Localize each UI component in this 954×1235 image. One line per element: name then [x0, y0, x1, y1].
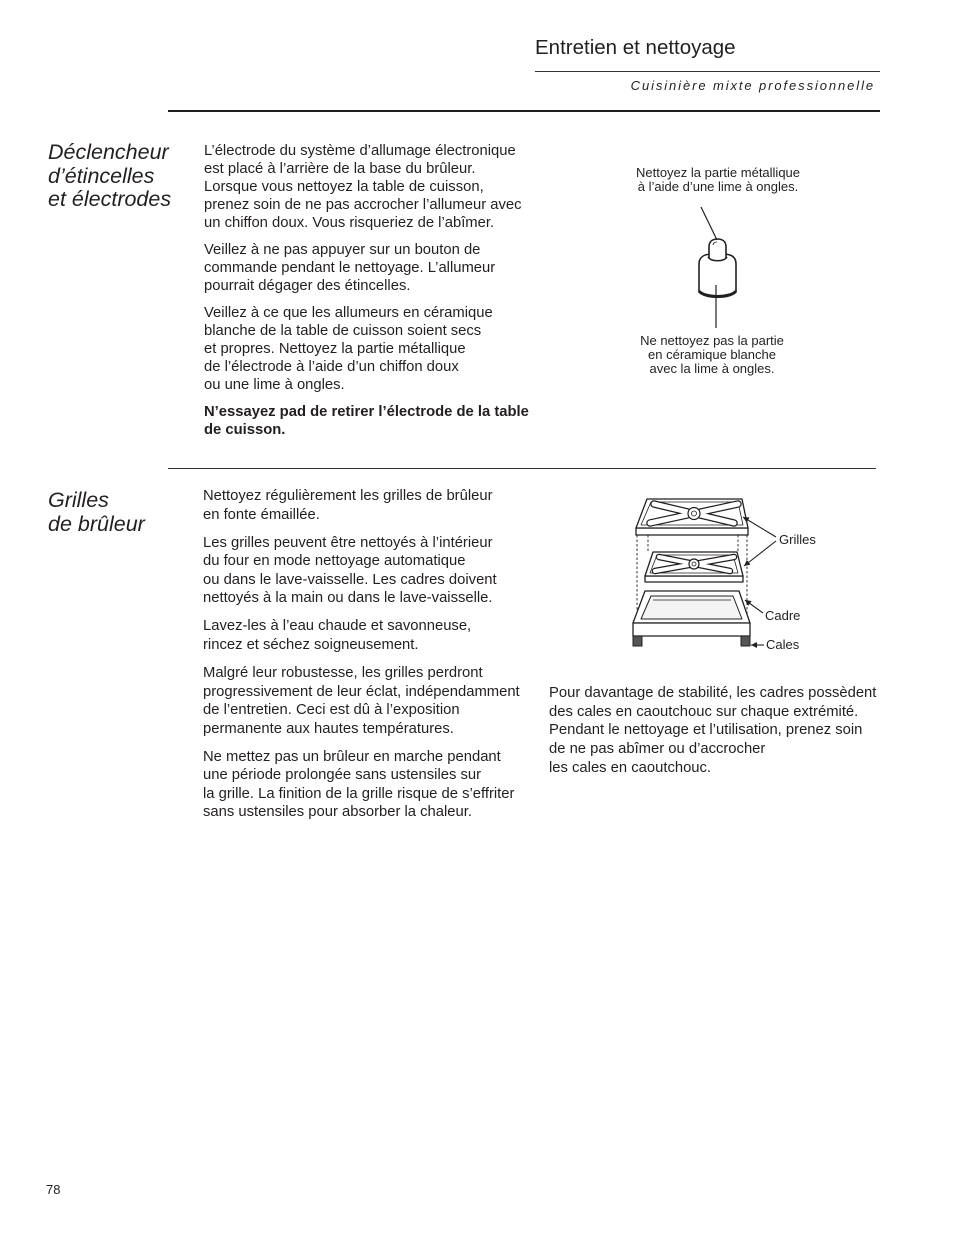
section-title-spark-igniter: Déclencheur d’étincelles et électrodes [48, 140, 172, 211]
warning-paragraph: N’essayez pad de retirer l’électrode de la table de cuisson. [204, 404, 529, 438]
header-underline [535, 71, 880, 72]
paragraph: Lavez-les à l’eau chaude et savonneuse, rincez et séchez soigneusement. [203, 618, 472, 653]
arrow-to-middle-grate [744, 541, 776, 566]
electrode-illustration [680, 200, 760, 334]
label-feet: Cales [766, 637, 800, 652]
middle-grate [645, 552, 743, 582]
rubber-foot-right [741, 636, 750, 646]
section-title-burner-grates: Grilles de brûleur [48, 488, 145, 536]
label-frame: Cadre [765, 608, 801, 623]
header-rule [168, 110, 880, 112]
paragraph: Veillez à ce que les allumeurs en céramique blanche de la table de cuisson soient secs et propres. Nettoyez la partie métallique de l’électrode à l’aide d’un chiffon doux ou une lime à ongles. [204, 305, 493, 393]
section-divider [168, 468, 876, 469]
electrode-caption-bottom: Ne nettoyez pas la partie en céramique blanche avec la lime à ongles. [640, 333, 784, 376]
page-number: 78 [46, 1182, 61, 1197]
section-body-burner-grates [203, 487, 520, 831]
paragraph: L’électrode du système d’allumage électronique est placé à l’arrière de la base du brûleur. Lorsque vous nettoyez la table de cuisson, prenez soin de ne pas accrocher l’allumeur avec un chiffon doux. Vous risqueriez de l’abîmer. [204, 143, 522, 231]
leader-line-metal-tip [701, 207, 717, 240]
paragraph: Les grilles peuvent être nettoyés à l’intérieur du four en mode nettoyage automatique ou dans le lave-vaisselle. Les cadres doivent nettoyés à la main ou dans le lave-vaisselle. [203, 534, 497, 607]
electrode-caption-top: Nettoyez la partie métallique à l’aide d’une lime à ongles. [635, 165, 801, 194]
stability-note: Pour davantage de stabilité, les cadres possèdent des cales en caoutchouc sur chaque extrémité. Pendant le nettoyage et l’utilisation, prenez soin de ne pas abîmer ou d’accrocher les cales en caoutchouc. [549, 685, 877, 776]
paragraph: Ne mettez pas un brûleur en marche pendant une période prolongée sans ustensiles sur la grille. La finition de la grille risque de s’effriter sans ustensiles pour absorber la chaleur. [203, 748, 515, 821]
section-body-spark-igniter [204, 142, 529, 448]
label-grates: Grilles [779, 532, 816, 547]
paragraph: Veillez à ne pas appuyer sur un bouton de commande pendant le nettoyage. L’allumeur pourrait dégager des étincelles. [204, 242, 496, 294]
arrow-to-frame [745, 600, 763, 613]
top-grate [636, 499, 748, 535]
frame [633, 591, 750, 646]
rubber-foot-left [633, 636, 642, 646]
electrode-metal-tip [709, 239, 726, 258]
grates-frame-illustration [620, 490, 780, 658]
page-header-subtitle: Cuisinière mixte professionnelle [630, 78, 875, 93]
paragraph: Malgré leur robustesse, les grilles perdront progressivement de leur éclat, indépendamment de l’entretien. Ceci est dû à l’exposition permanente aux hautes températures. [203, 664, 520, 737]
page-header-title: Entretien et nettoyage [535, 36, 736, 59]
paragraph: Nettoyez régulièrement les grilles de brûleur en fonte émaillée. [203, 488, 493, 523]
